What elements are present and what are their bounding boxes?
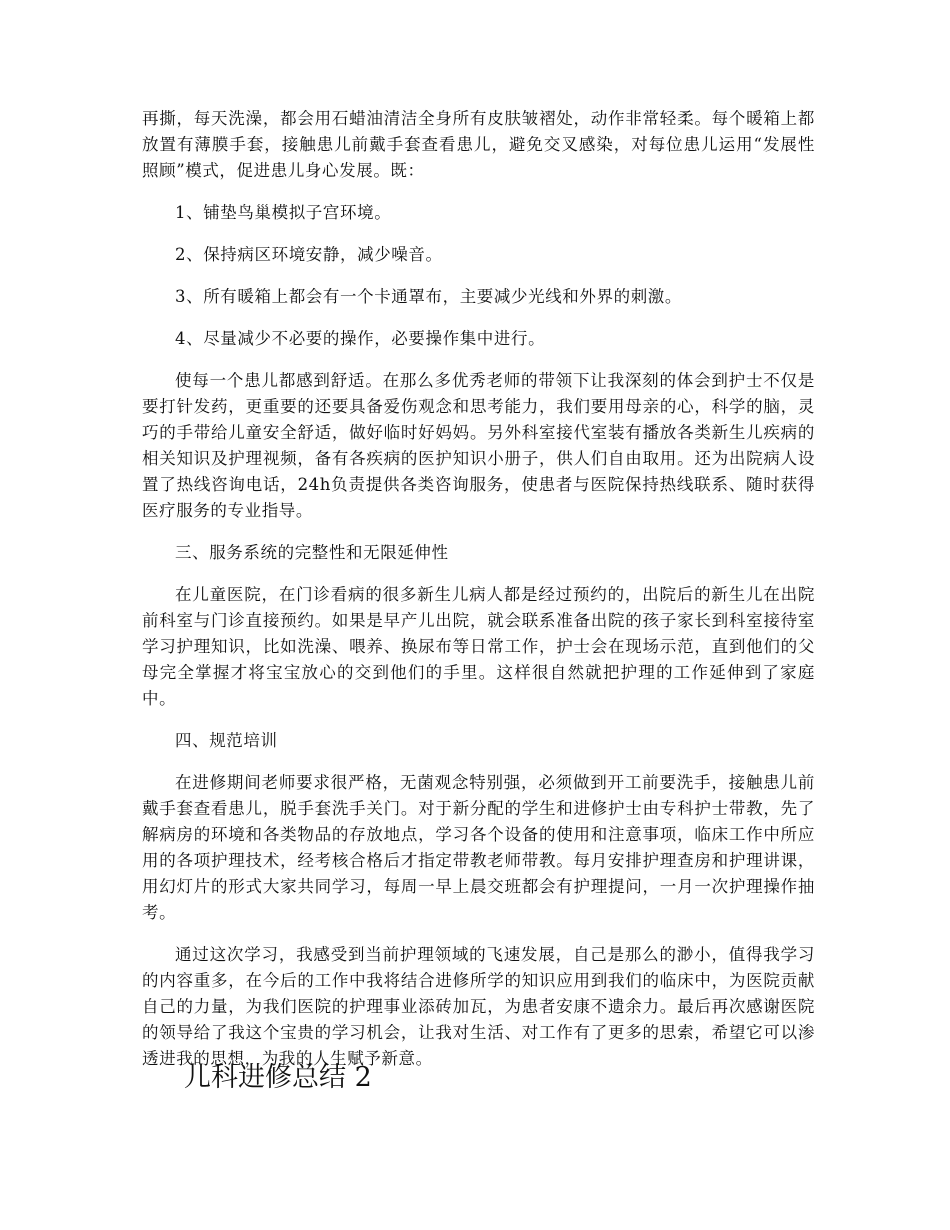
paragraph-training: 在进修期间老师要求很严格，无菌观念特别强，必须做到开工前要洗手，接触患儿前戴手套查看患儿，脱手套洗手关门。对于新分配的学生和进修护士由专科护士带教，先了解病房的环境和各类物品的存放地点，学习各个设备的使用和注意事项，临床工作中所应用的各项护理技术，经考核合格后才指定带教老师带教。每月安排护理查房和护理讲课，用幻灯片的形式大家共同学习，每周一早上晨交班都会有护理提问，一月一次护理操作抽考。 [142, 773, 815, 922]
list-item-2: 2、保持病区环境安静，减少噪音。 [175, 245, 443, 264]
list-item-1: 1、铺垫鸟巢模拟子宫环境。 [175, 203, 392, 222]
list-item-4: 4、尽量减少不必要的操作，必要操作集中进行。 [175, 329, 546, 348]
paragraph-comfort: 使每一个患儿都感到舒适。在那么多优秀老师的带领下让我深刻的体会到护士不仅是要打针发药，更重要的还要具备爱伤观念和思考能力，我们要用母亲的心，科学的脑，灵巧的手带给儿童安全舒适，做好临时好妈妈。另外科室接代室装有播放各类新生儿疾病的相关知识及护理视频，备有各疾病的医护知识小册子，供人们自由取用。还为出院病人设置了热线咨询电话，24h负责提供各类咨询服务，使患者与医院保持热线联系、随时获得医疗服务的专业指导。 [142, 371, 815, 520]
section-heading-3: 三、服务系统的完整性和无限延伸性 [175, 543, 449, 562]
document-body [142, 106, 815, 1088]
list-item-3: 3、所有暖箱上都会有一个卡通罩布，主要减少光线和外界的刺激。 [175, 287, 682, 306]
paragraph-service: 在儿童医院，在门诊看病的很多新生儿病人都是经过预约的，出院后的新生儿在出院前科室与门诊直接预约。如果是早产儿出院，就会联系准备出院的孩子家长到科室接待室学习护理知识，比如洗澡、喂养、换尿布等日常工作，护士会在现场示范，直到他们的父母完全掌握才将宝宝放心的交到他们的手里。这样很自然就把护理的工作延伸到了家庭中。 [142, 585, 815, 708]
section-heading-4: 四、规范培训 [175, 731, 278, 750]
next-section-title: 儿科进修总结 2 [184, 1062, 372, 1093]
paragraph-conclusion: 通过这次学习，我感受到当前护理领域的飞速发展，自己是那么的渺小，值得我学习的内容重多，在今后的工作中我将结合进修所学的知识应用到我们的临床中，为医院贡献自己的力量，为我们医院的护理事业添砖加瓦，为患者安康不遗余力。最后再次感谢医院的领导给了我这个宝贵的学习机会，让我对生活、对工作有了更多的思索，希望它可以渗透进我的思想，为我的人生赋予新意。 [142, 945, 815, 1068]
paragraph-intro: 再撕，每天洗澡，都会用石蜡油清洁全身所有皮肤皱褶处，动作非常轻柔。每个暖箱上都放置有薄膜手套，接触患儿前戴手套查看患儿，避免交叉感染，对每位患儿运用“发展性照顾”模式，促进患儿身心发展。既： [142, 109, 815, 180]
